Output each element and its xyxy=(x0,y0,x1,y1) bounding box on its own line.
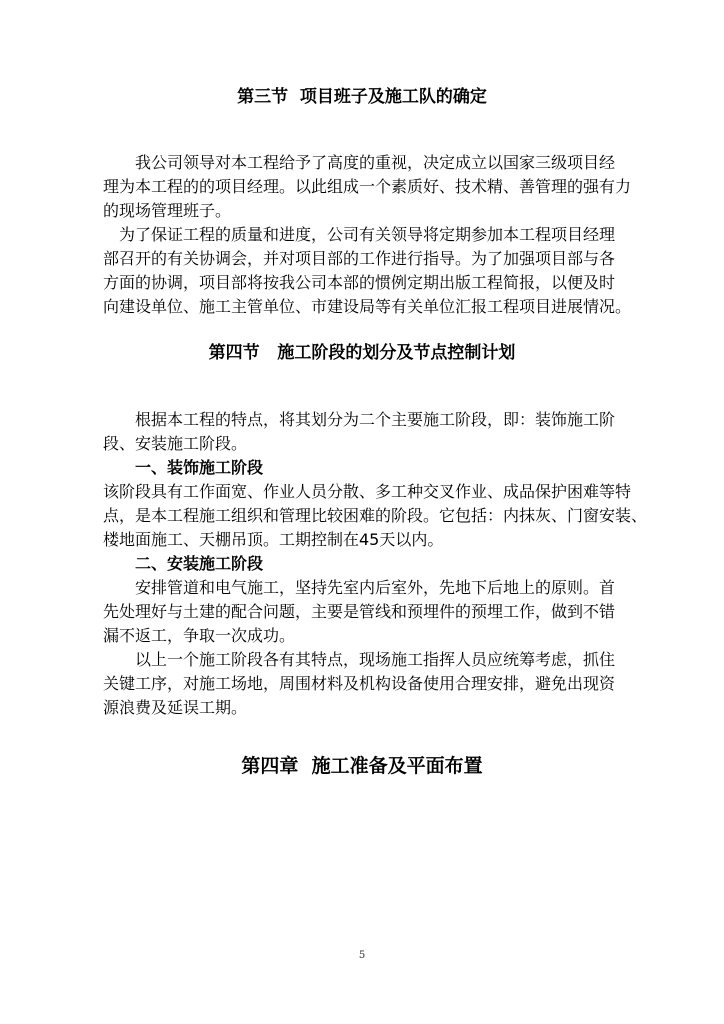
stage-2-title: 二、安装施工阶段 xyxy=(135,554,264,573)
section-4-intro xyxy=(103,408,663,456)
stage-1-block xyxy=(103,456,663,552)
text-line: 为了保证工程的质量和进度，公司有关领导将定期参加本工程项目经理 xyxy=(119,225,616,244)
text-line: 漏不返工，争取一次成功。 xyxy=(103,626,296,645)
text-line: 该阶段具有工作面宽、作业人员分散、多工种交叉作业、成品保护困难等特 xyxy=(103,482,632,501)
text-line: 段、安装施工阶段。 xyxy=(103,434,248,453)
text-line: 的现场管理班子。 xyxy=(103,201,232,220)
text-line: 关键工序，对施工场地，周围材料及机构设备使用合理安排，避免出现资 xyxy=(103,674,616,693)
section-3-title: 第三节 项目班子及施工队的确定 xyxy=(237,87,487,107)
text-line: 理为本工程的的项目经理。以此组成一个素质好、技术精、善管理的强有力 xyxy=(103,177,632,196)
chapter-4-title: 第四章 施工准备及平面布置 xyxy=(241,755,483,777)
text-line: 楼地面施工、天棚吊顶。工期控制在45天以内。 xyxy=(103,530,444,549)
text-line: 方面的协调，项目部将按我公司本部的惯例定期出版工程简报，以便及时 xyxy=(103,273,616,292)
text-line: 源浪费及延误工期。 xyxy=(103,698,248,717)
section-3-paragraph-2 xyxy=(103,223,663,319)
section-4-title: 第四节 施工阶段的划分及节点控制计划 xyxy=(208,343,516,363)
text-line: 点，是本工程施工组织和管理比较困难的阶段。它包括：内抹灰、门窗安装、 xyxy=(103,506,648,525)
stage-2-block xyxy=(103,552,663,648)
text-line: 部召开的有关协调会，并对项目部的工作进行指导。为了加强项目部与各 xyxy=(103,249,616,268)
text-line: 先处理好与土建的配合问题，主要是管线和预埋件的预埋工作，做到不错 xyxy=(103,602,616,621)
text-line: 向建设单位、施工主管单位、市建设局等有关单位汇报工程项目进展情况。 xyxy=(103,297,632,316)
text-line: 根据本工程的特点，将其划分为二个主要施工阶段，即：装饰施工阶 xyxy=(135,410,616,429)
stage-1-title: 一、装饰施工阶段 xyxy=(135,458,264,477)
text-line: 安排管道和电气施工，坚持先室内后室外，先地下后地上的原则。首 xyxy=(135,578,616,597)
page-number: 5 xyxy=(358,950,366,961)
text-line: 我公司领导对本工程给予了高度的重视，决定成立以国家三级项目经 xyxy=(135,153,616,172)
text-line: 以上一个施工阶段各有其特点，现场施工指挥人员应统筹考虑，抓住 xyxy=(135,650,616,669)
summary-paragraph xyxy=(103,648,663,720)
section-3-paragraph-1 xyxy=(103,151,663,223)
